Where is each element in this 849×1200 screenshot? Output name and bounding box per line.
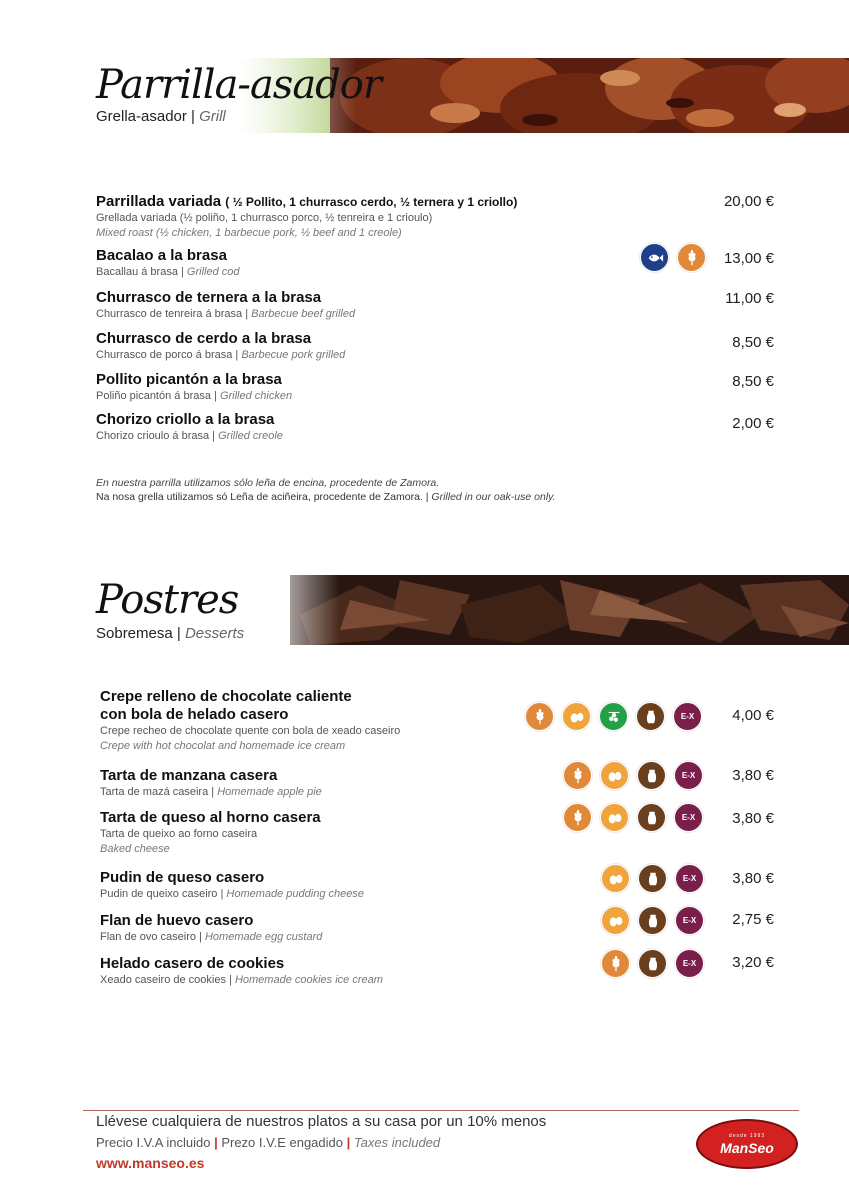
wheat-icon <box>677 243 706 272</box>
price: 2,75 € <box>732 911 774 928</box>
footer-divider <box>83 1110 799 1111</box>
milk-jug-icon <box>637 803 666 832</box>
wheat-icon <box>563 803 592 832</box>
price: 3,80 € <box>732 767 774 784</box>
nuts-icon: E-X <box>675 864 704 893</box>
wheat-icon <box>563 761 592 790</box>
desserts-subtitle: Sobremesa | Desserts <box>96 625 245 642</box>
price: 3,80 € <box>732 870 774 887</box>
dessert-item-tarta-queso: Tarta de queso al horno casera Tarta de queixo ao forno caseira Baked cheese <box>100 809 321 855</box>
manseo-logo: desde 1993 ManSeo <box>696 1119 798 1169</box>
milk-jug-icon <box>638 949 667 978</box>
nuts-icon: E-X <box>674 761 703 790</box>
egg-icon <box>600 761 629 790</box>
grill-note: En nuestra parrilla utilizamos sólo leña de encina, procedente de Zamora. Na nosa grella utilizamos só Leña de aciñeira, procedente de Zamora. | Grilled in our oak-use only. <box>96 477 556 503</box>
nuts-icon: E-X <box>673 702 702 731</box>
price: 3,20 € <box>732 954 774 971</box>
soy-icon <box>599 702 628 731</box>
tax-info: Precio I.V.A incluido | Prezo I.V.E engadido | Taxes included <box>96 1135 441 1150</box>
dessert-item-crepe: Crepe relleno de chocolate caliente con bola de helado casero Crepe recheo de chocolate quente con bola de xeado caseiro Crepe with hot chocolat and homemade ice cream <box>100 688 401 752</box>
milk-jug-icon <box>637 761 666 790</box>
price: 8,50 € <box>732 334 774 351</box>
allergen-icons <box>640 243 706 272</box>
price: 20,00 € <box>723 193 774 210</box>
wheat-icon <box>525 702 554 731</box>
allergen-icons <box>601 906 704 935</box>
allergen-icons <box>601 949 704 978</box>
egg-icon <box>601 906 630 935</box>
grill-item-parrillada: Parrillada variada ( ½ Pollito, 1 churrasco cerdo, ½ ternera y 1 criollo) Grellada variada (½ poliño, 1 churrasco porco, ½ tenreira e 1 crioulo) Mixed roast (½ chicken, 1 barbecue pork, ½ beef and 1 creole) <box>96 193 518 239</box>
desserts-title: Postres <box>96 577 239 623</box>
milk-jug-icon <box>638 906 667 935</box>
egg-icon <box>601 864 630 893</box>
allergen-icons <box>525 702 702 731</box>
allergen-icons <box>563 803 703 832</box>
milk-jug-icon <box>638 864 667 893</box>
website-link[interactable]: www.manseo.es <box>96 1155 205 1171</box>
grill-item-bacalao: Bacalao a la brasa Bacallau á brasa | Grilled cod <box>96 247 240 278</box>
nuts-icon: E-X <box>674 803 703 832</box>
price: 11,00 € <box>725 290 774 307</box>
grill-subtitle: Grella-asador | Grill <box>96 108 226 125</box>
allergen-icons <box>601 864 704 893</box>
price: 2,00 € <box>732 415 774 432</box>
wheat-icon <box>601 949 630 978</box>
dessert-item-pudin: Pudin de queso casero Pudin de queixo caseiro | Homemade pudding cheese <box>100 869 364 900</box>
milk-jug-icon <box>636 702 665 731</box>
grill-item-pollito: Pollito picantón a la brasa Poliño picantón á brasa | Grilled chicken <box>96 371 293 402</box>
price: 3,80 € <box>732 810 774 827</box>
desserts-banner <box>0 575 849 645</box>
egg-icon <box>562 702 591 731</box>
price: 4,00 € <box>732 707 774 724</box>
dessert-item-tarta-manzana: Tarta de manzana casera Tarta de mazá caseira | Homemade apple pie <box>100 767 322 798</box>
grill-item-churrasco-cerdo: Churrasco de cerdo a la brasa Churrasco de porco á brasa | Barbecue pork grilled <box>96 330 346 361</box>
grill-item-churrasco-ternera: Churrasco de ternera a la brasa Churrasco de tenreira á brasa | Barbecue beef grilled <box>96 289 356 320</box>
dessert-item-helado: Helado casero de cookies Xeado caseiro de cookies | Homemade cookies ice cream <box>100 955 383 986</box>
grill-item-chorizo: Chorizo criollo a la brasa Chorizo crioulo á brasa | Grilled creole <box>96 411 283 442</box>
dessert-item-flan: Flan de huevo casero Flan de ovo caseiro | Homemade egg custard <box>100 912 323 943</box>
fish-icon <box>640 243 669 272</box>
nuts-icon: E-X <box>675 906 704 935</box>
egg-icon <box>600 803 629 832</box>
nuts-icon: E-X <box>675 949 704 978</box>
price: 13,00 € <box>723 250 774 267</box>
grill-banner <box>0 58 849 133</box>
takeaway-text: Llévese cualquiera de nuestros platos a su casa por un 10% menos <box>96 1113 547 1130</box>
allergen-icons <box>563 761 703 790</box>
price: 8,50 € <box>732 373 774 390</box>
grill-title: Parrilla-asador <box>96 62 381 108</box>
